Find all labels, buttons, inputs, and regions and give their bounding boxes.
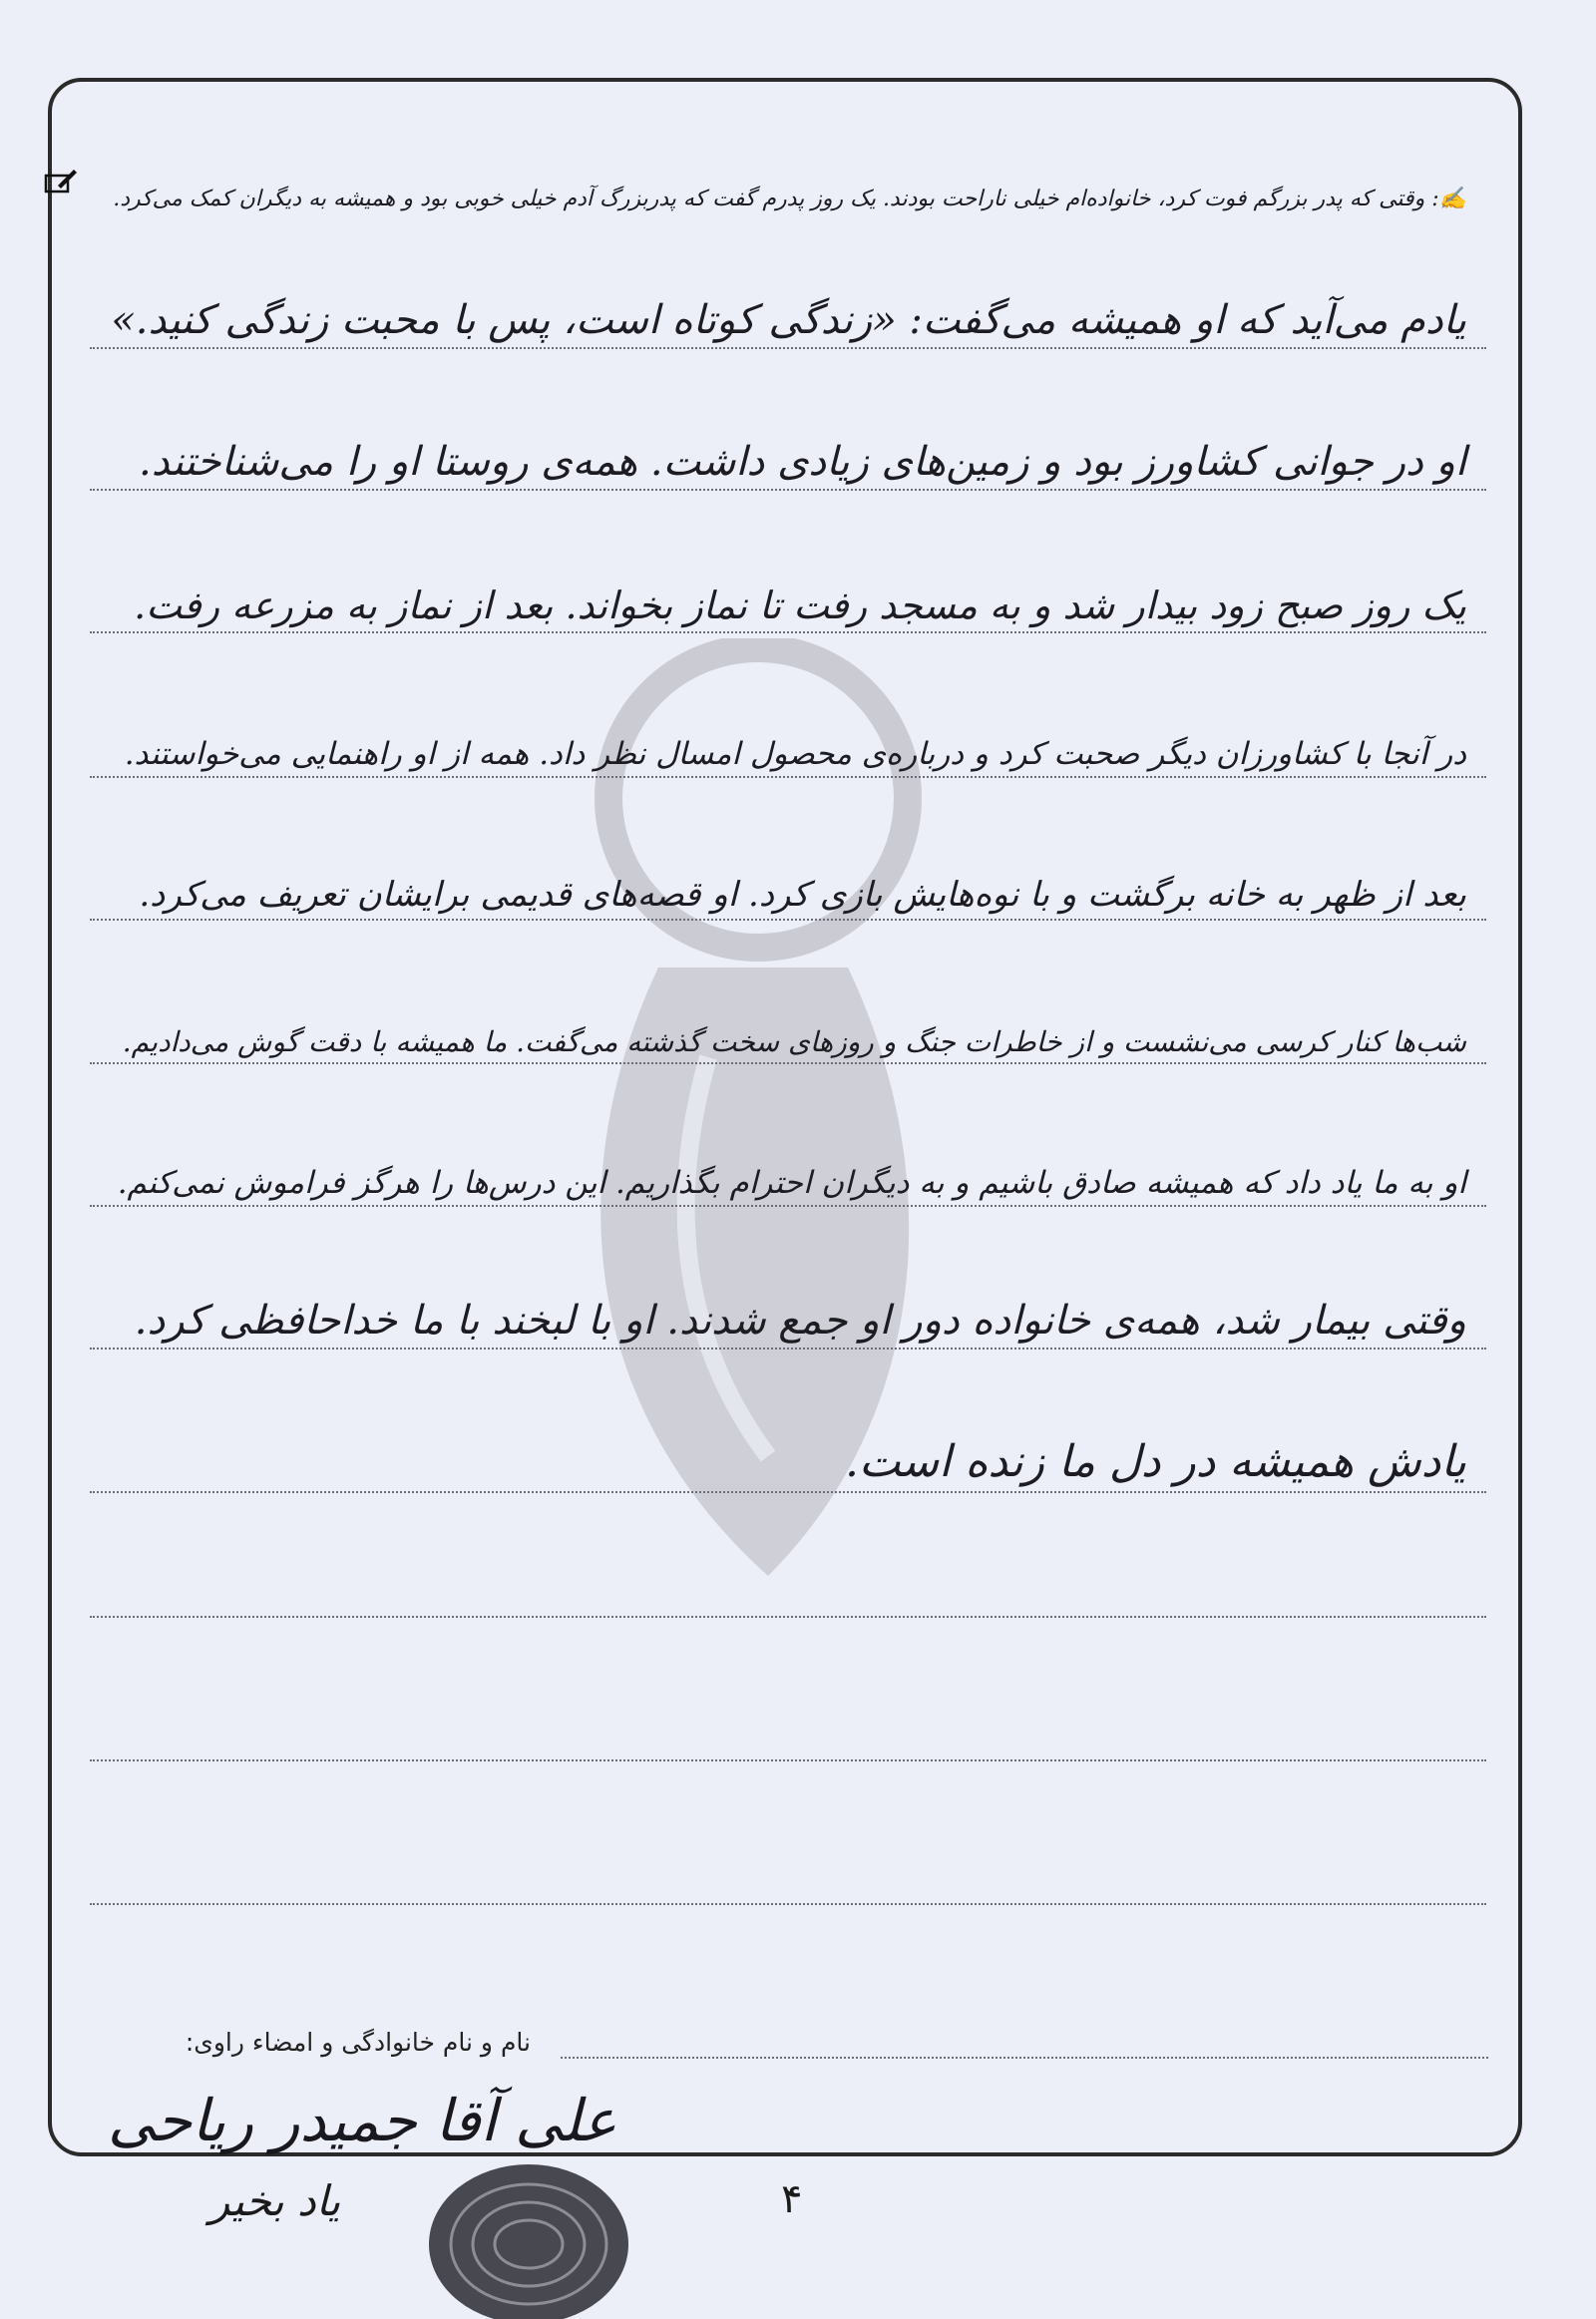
dotted-rule <box>90 776 1486 778</box>
dotted-rule <box>90 1491 1486 1493</box>
signature-rule <box>561 2057 1488 2059</box>
dotted-rule <box>90 919 1486 921</box>
handwritten-line: شب‌ها کنار کرسی می‌نشست و از خاطرات جنگ و روزهای سخت گذشته می‌گفت. ما همیشه با دقت گوش می‌دادیم. <box>122 1025 1466 1058</box>
narrator-signature-label: نام و نام خانوادگی و امضاء راوی: <box>185 2028 531 2057</box>
text-line <box>90 1682 1486 1761</box>
text-line <box>90 1538 1486 1618</box>
text-line <box>90 1127 1486 1207</box>
dotted-rule <box>90 631 1486 633</box>
dotted-rule <box>90 1348 1486 1350</box>
text-line <box>90 411 1486 491</box>
dotted-rule <box>90 1903 1486 1905</box>
handwritten-line: وقتی بیمار شد، همه‌ی خانواده دور او جمع شدند. او با لبخند با ما خداحافظی کرد. <box>134 1298 1466 1344</box>
text-line <box>90 698 1486 778</box>
text-line <box>90 269 1486 349</box>
dotted-rule <box>90 347 1486 349</box>
pen-icon <box>44 166 78 199</box>
text-line <box>90 554 1486 633</box>
text-line <box>90 1270 1486 1350</box>
dotted-rule <box>90 1062 1486 1064</box>
text-line <box>90 1413 1486 1493</box>
handwritten-line: بعد از ظهر به خانه برگشت و با نوه‌هایش بازی کرد. او قصه‌های قدیمی برایشان تعریف می‌کرد. <box>139 875 1466 915</box>
handwritten-line: او در جوانی کشاورز بود و زمین‌های زیادی داشت. همه‌ی روستا او را می‌شناختند. <box>138 439 1466 485</box>
page-number: ۴ <box>781 2176 803 2222</box>
dotted-rule <box>90 1205 1486 1207</box>
thumbprint <box>419 2144 638 2319</box>
handwritten-note: یاد بخیر <box>209 2176 341 2225</box>
handwritten-line: یادش همیشه در دل ما زنده است. <box>845 1436 1466 1487</box>
text-line <box>90 984 1486 1064</box>
dotted-rule <box>90 489 1486 491</box>
text-line <box>90 841 1486 921</box>
handwritten-line: یک روز صبح زود بیدار شد و به مسجد رفت تا نماز بخواند. بعد از نماز به مزرعه رفت. <box>134 583 1466 627</box>
handwritten-line: ✍: وقتی که پدر بزرگم فوت کرد، خانواده‌ام خیلی ناراحت بودند. یک روز پدرم گفت که پدربزرگ آدم خیلی خوبی بود و همیشه به دیگران کمک می‌کرد. <box>113 187 1466 211</box>
text-line <box>90 138 1486 217</box>
text-line <box>90 1825 1486 1905</box>
handwritten-line: در آنجا با کشاورزان دیگر صحبت کرد و درباره‌ی محصول امسال نظر داد. همه از او راهنمایی می‌خواستند. <box>124 736 1466 772</box>
handwritten-line: یادم می‌آید که او همیشه می‌گفت: «زندگی کوتاه است، پس با محبت زندگی کنید.» <box>111 297 1466 343</box>
narrator-signature: علی آقا جمیدر ریاحی <box>108 2087 617 2154</box>
dotted-rule <box>90 1759 1486 1761</box>
handwritten-line: او به ما یاد داد که همیشه صادق باشیم و به دیگران احترام بگذاریم. این درس‌ها را هرگز فراموش نمی‌کنم. <box>117 1165 1466 1201</box>
dotted-rule <box>90 1616 1486 1618</box>
